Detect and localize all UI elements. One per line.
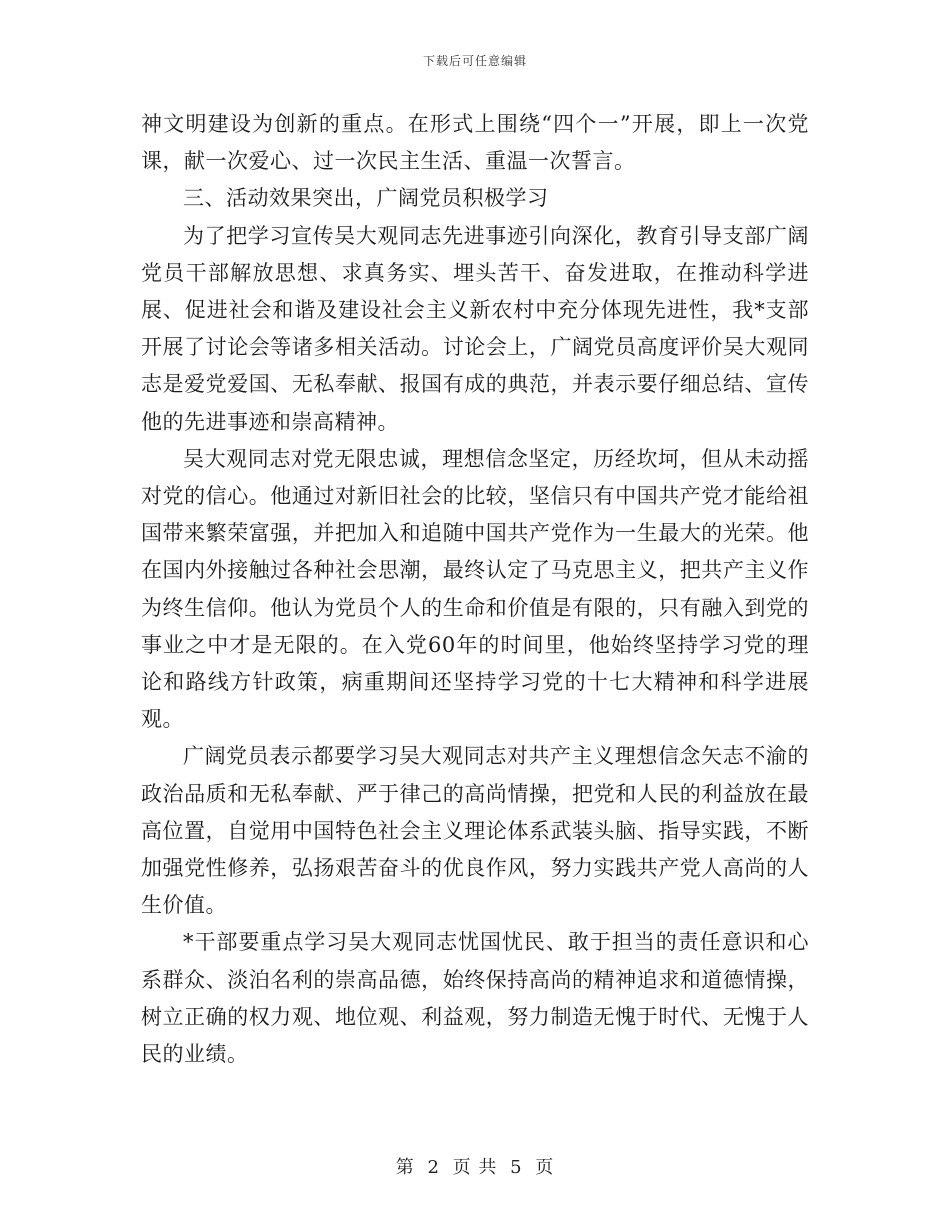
paragraph-1: 神文明建设为创新的重点。在形式上围绕“四个一”开展，即上一次党课，献一次爱心、过一次民主生活、重温一次誓言。 [141, 112, 809, 174]
header-note: 下载后可任意编辑 [422, 54, 527, 68]
page-label-mid: 页 共 [452, 1157, 498, 1178]
paragraph-5: *干部要重点学习吴大观同志忧国忧民、敢于担当的责任意识和心系群众、淡泊名利的崇高品德，始终保持高尚的精神追求和道德情操，树立正确的权力观、地位观、利益观，努力制造无愧于时代、无愧于人民的业绩。 [141, 930, 809, 1067]
total-pages-number: 5 [510, 1157, 523, 1178]
page-footer [0, 1153, 950, 1179]
paragraph-3: 吴大观同志对党无限忠诚，理想信念坚定，历经坎坷，但从未动摇对党的信心。他通过对新旧社会的比较，坚信只有中国共产党才能给祖国带来繁荣富强，并把加入和追随中国共产党作为一生最大的光荣。他在国内外接触过各种社会思潮，最终认定了马克思主义，把共产主义作为终生信仰。他认为党员个人的生命和价值是有限的，只有融入到党的事业之中才是无限的。在入党60年的时间里，他始终坚持学习党的理论和路线方针政策，病重期间还坚持学习党的十七大精神和科学进展观。 [141, 446, 809, 732]
document-body [141, 106, 809, 1073]
page-header [0, 52, 950, 69]
paragraph-4: 广阔党员表示都要学习吴大观同志对共产主义理想信念矢志不渝的政治品质和无私奉献、严于律己的高尚情操，把党和人民的利益放在最高位置，自觉用中国特色社会主义理论体系武装头脑、指导实践，不断加强党性修养，弘扬艰苦奋斗的优良作风，努力实践共产党人高尚的人生价值。 [141, 744, 809, 918]
page-label-suffix: 页 [535, 1157, 555, 1178]
current-page-number: 2 [427, 1157, 440, 1178]
page-label-prefix: 第 [395, 1157, 415, 1178]
paragraph-2: 为了把学习宣传吴大观同志先进事迹引向深化，教育引导支部广阔党员干部解放思想、求真务实、埋头苦干、奋发进取，在推动科学进展、促进社会和谐及建设社会主义新农村中充分体现先进性，我*支部开展了讨论会等诸多相关活动。讨论会上，广阔党员高度评价吴大观同志是爱党爱国、无私奉献、报国有成的典范，并表示要仔细总结、宣传他的先进事迹和崇高精神。 [141, 223, 809, 434]
section-heading: 三、活动效果突出，广阔党员积极学习 [183, 186, 549, 211]
